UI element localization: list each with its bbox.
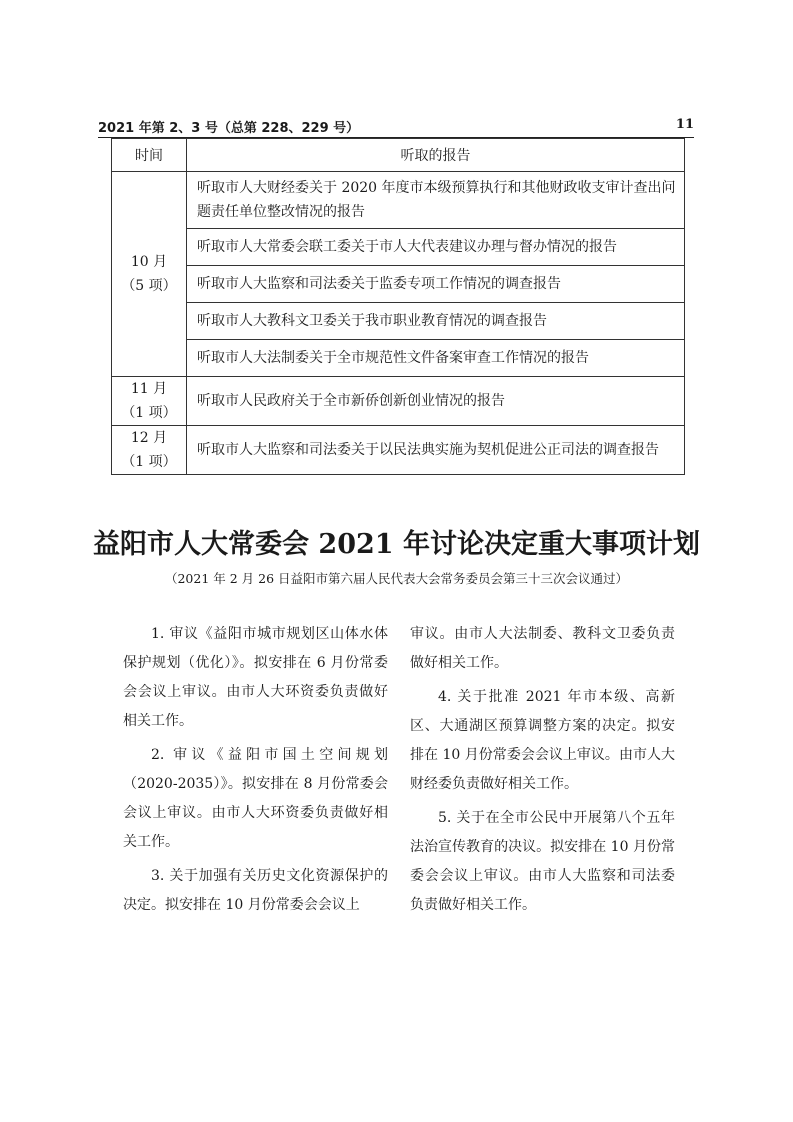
report-cell: 听取市人大财经委关于 2020 年度市本级预算执行和其他财政收支审计查出问题责任单位整改情况的报告 [187,172,685,229]
table-row [112,340,685,377]
plan-item: 4. 关于批准 2021 年市本级、高新区、大通湖区预算调整方案的决定。拟安排在 10 月份常委会会议上审议。由市人大财经委负责做好相关工作。 [410,689,675,792]
report-cell: 听取市人大监察和司法委关于监委专项工作情况的调查报告 [187,266,685,303]
report-cell: 听取市人大法制委关于全市规范性文件备案审查工作情况的报告 [187,340,685,377]
report-cell: 听取市人大常委会联工委关于市人大代表建议办理与督办情况的报告 [187,229,685,266]
report-schedule-table [111,138,685,475]
table-row [112,172,685,229]
report-cell: 听取市人大监察和司法委关于以民法典实施为契机促进公正司法的调查报告 [187,426,685,475]
report-cell: 听取市人民政府关于全市新侨创新创业情况的报告 [187,377,685,426]
running-header [98,115,694,138]
column-header-report: 听取的报告 [187,139,685,172]
month-label: 10 月 [130,254,168,270]
table-row [112,229,685,266]
month-label: 12 月 [130,430,168,446]
table-row [112,303,685,340]
plan-item-continuation: 审议。由市人大法制委、教科文卫委负责做好相关工作。 [410,626,675,671]
month-label: 11 月 [130,381,168,397]
item-count: （1 项） [121,454,177,470]
right-column [410,620,675,925]
item-count: （5 项） [121,278,177,294]
report-cell: 听取市人大教科文卫委关于我市职业教育情况的调查报告 [187,303,685,340]
item-count: （1 项） [121,405,177,421]
table-row [112,426,685,475]
column-header-time: 时间 [112,139,187,172]
month-cell [112,377,187,426]
table-header-row [112,139,685,172]
issue-label: 2021 年第 2、3 号（总第 228、229 号） [98,121,360,136]
article-subtitle: （2021 年 2 月 26 日益阳市第六届人民代表大会常务委员会第三十三次会议通过） [164,571,629,586]
month-cell [112,426,187,475]
plan-item: 5. 关于在全市公民中开展第八个五年法治宣传教育的决议。拟安排在 10 月份常委会会议上审议。由市人大监察和司法委负责做好相关工作。 [410,810,675,913]
page-number: 11 [675,117,694,132]
month-cell [112,172,187,377]
plan-item: 2. 审议《益阳市国土空间规划（2020-2035）》。拟安排在 8 月份常委会会议上审议。由市人大环资委负责做好相关工作。 [123,747,388,850]
plan-item: 1. 审议《益阳市城市规划区山体水体保护规划（优化）》。拟安排在 6 月份常委会会议上审议。由市人大环资委负责做好相关工作。 [123,626,388,729]
article-title: 益阳市人大常委会 2021 年讨论决定重大事项计划 [93,529,700,560]
table-row [112,377,685,426]
table-row [112,266,685,303]
plan-item: 3. 关于加强有关历史文化资源保护的决定。拟安排在 10 月份常委会会议上 [123,868,388,913]
left-column [123,620,388,925]
